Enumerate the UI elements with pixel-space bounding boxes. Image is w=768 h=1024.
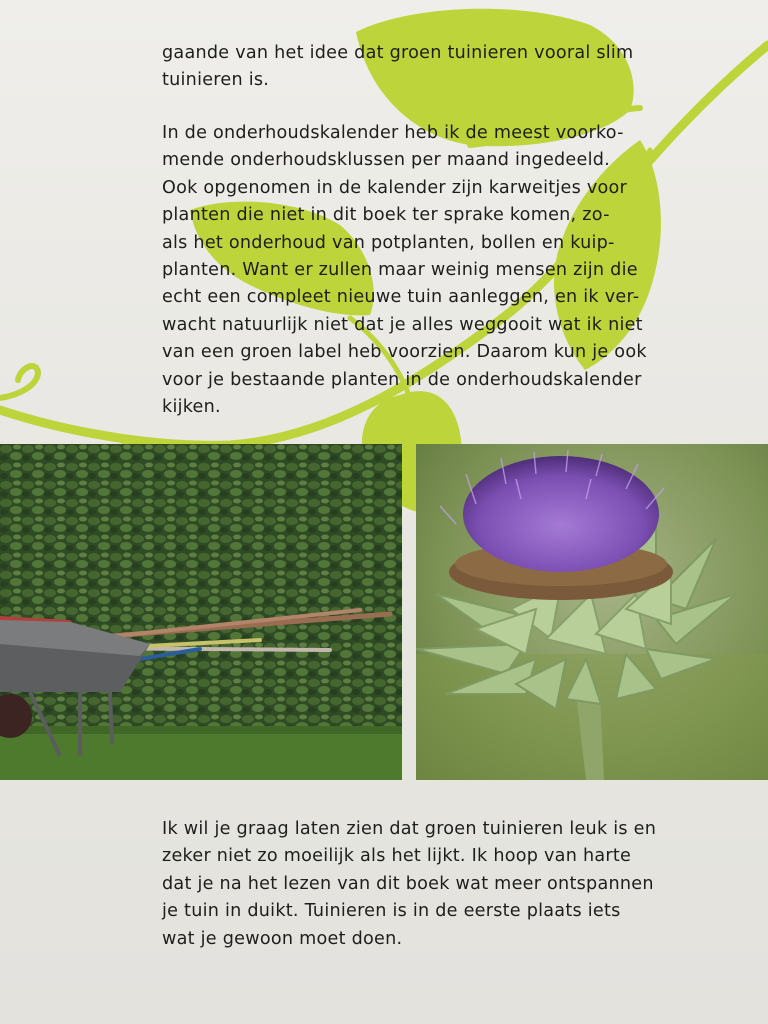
calendar-line: echt een compleet nieuwe tuin aanleggen, en ik ver- <box>162 287 640 308</box>
closing-line: wat je gewoon moet doen. <box>162 928 403 949</box>
calendar-line: mende onderhoudsklussen per maand ingedeeld. <box>162 150 610 171</box>
thistle-flower-head <box>463 456 659 572</box>
calendar-line: voor je bestaande planten in de onderhoudskalender <box>162 369 642 390</box>
calendar-line: wacht natuurlijk niet dat je alles weggooit wat ik niet <box>162 314 643 335</box>
calendar-line: van een groen label heb voorzien. Daarom kun je ook <box>162 342 647 363</box>
calendar-line: planten die niet in dit boek ter sprake komen, zo- <box>162 205 610 226</box>
calendar-line: kijken. <box>162 397 221 418</box>
photo-wheelbarrow-hedge <box>0 444 402 780</box>
intro-text: gaande van het idee dat groen tuinieren vooral slim tuinieren is. <box>162 43 634 91</box>
closing-line: Ik wil je graag laten zien dat groen tuinieren leuk is en <box>162 819 657 839</box>
calendar-line: Ook opgenomen in de kalender zijn karweitjes voor <box>162 177 628 198</box>
calendar-line: als het onderhoud van potplanten, bollen en kuip- <box>162 232 615 253</box>
photo-artichoke-flower <box>416 444 768 780</box>
intro-paragraph <box>162 40 678 95</box>
calendar-line: In de onderhoudskalender heb ik de meest voorko- <box>162 123 624 143</box>
calendar-line: planten. Want er zullen maar weinig mensen zijn die <box>162 260 638 281</box>
closing-paragraph <box>162 816 678 953</box>
closing-line: zeker niet zo moeilijk als het lijkt. Ik hoop van harte <box>162 846 632 867</box>
closing-line: dat je na het lezen van dit boek wat meer ontspannen <box>162 873 654 894</box>
calendar-paragraph <box>162 120 678 421</box>
closing-line: je tuin in duikt. Tuinieren is in de eerste plaats iets <box>162 901 621 922</box>
